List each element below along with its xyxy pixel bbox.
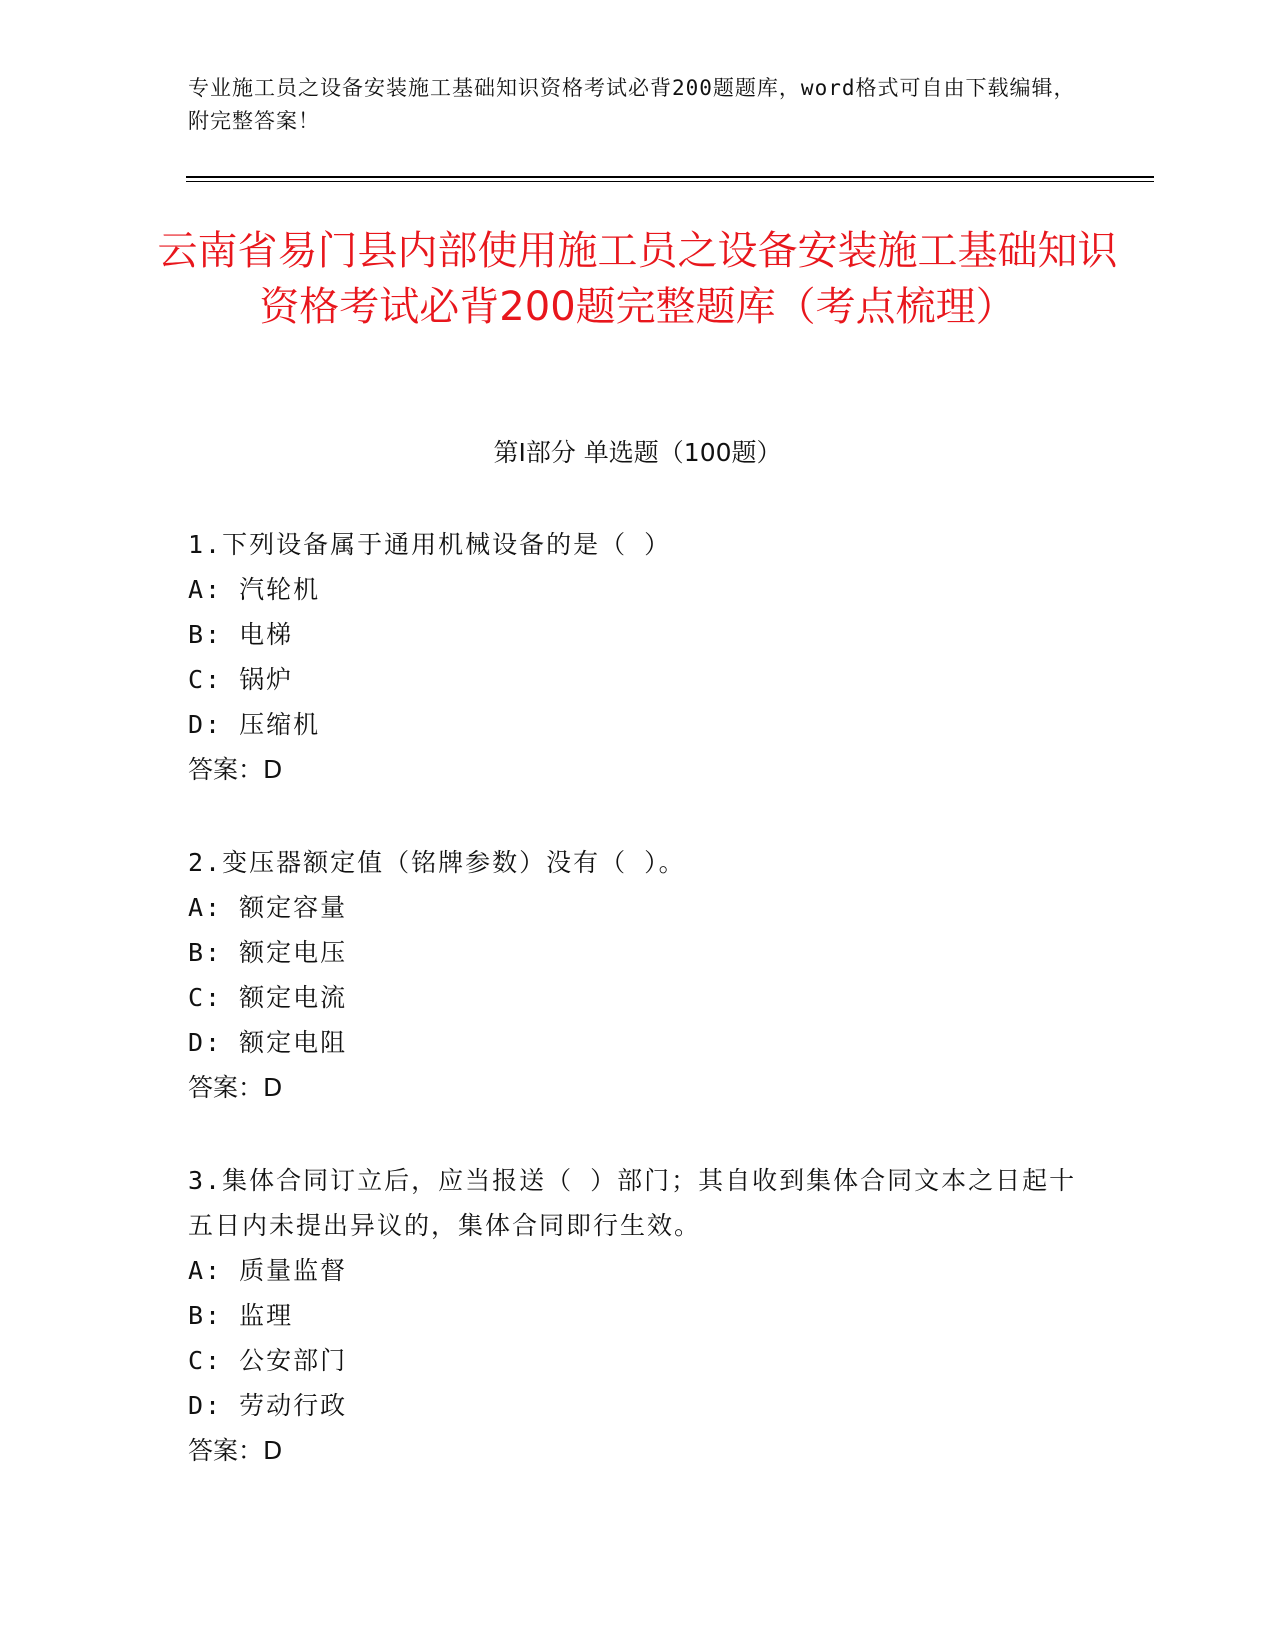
option-d: D: 劳动行政 [188,1391,348,1420]
document-title: 云南省易门县内部使用施工员之设备安装施工基础知识资格考试必背200题完整题库（考点梳理） [157,228,1118,330]
option-c: C: 公安部门 [188,1346,348,1375]
question-stem: 2.变压器额定值（铭牌参数）没有（ ）。 [188,848,686,877]
header-divider-thin [186,181,1154,182]
option-d: D: 额定电阻 [188,1028,348,1057]
option-c: C: 额定电流 [188,983,348,1012]
question-stem: 1.下列设备属于通用机械设备的是（ ） [188,530,672,559]
option-c: C: 锅炉 [188,665,294,694]
answer-line: 答案：D [188,1073,283,1102]
option-b: B: 电梯 [188,620,294,649]
option-d: D: 压缩机 [188,710,321,739]
header-divider-thick [186,176,1154,178]
answer-line: 答案：D [188,755,283,784]
question-3 [188,1158,1088,1473]
section-heading: 第I部分 单选题（100题） [493,438,782,467]
option-b: B: 监理 [188,1301,294,1330]
question-stem: 3.集体合同订立后，应当报送（ ）部门；其自收到集体合同文本之日起十五日内未提出异议的，集体合同即行生效。 [188,1166,1077,1240]
option-a: A: 质量监督 [188,1256,348,1285]
answer-line: 答案：D [188,1436,283,1465]
question-1 [188,522,1088,792]
option-b: B: 额定电压 [188,938,348,967]
question-2 [188,840,1088,1110]
option-a: A: 额定容量 [188,893,348,922]
header-note: 专业施工员之设备安装施工基础知识资格考试必背200题题库，word格式可自由下载编辑，附完整答案！ [188,76,1076,133]
option-a: A: 汽轮机 [188,575,321,604]
